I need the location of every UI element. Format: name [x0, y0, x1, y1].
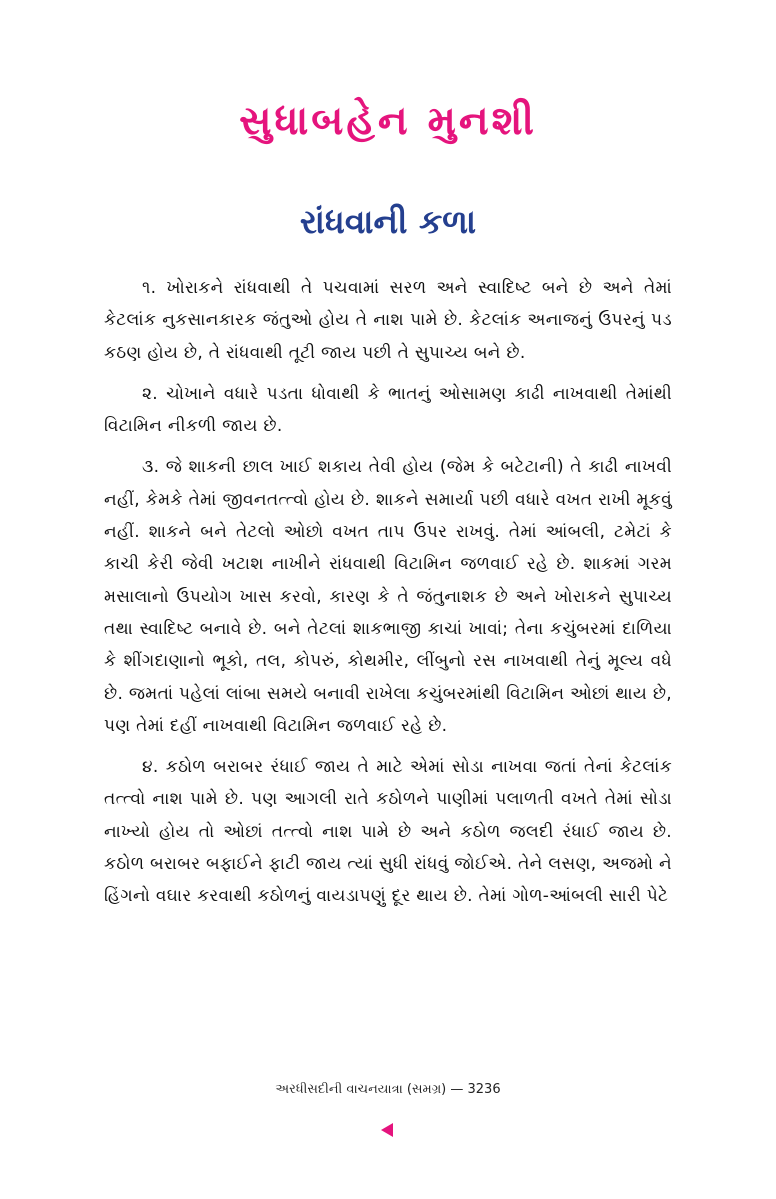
chapter-title: રાંધવાની કળા	[299, 202, 477, 241]
page-footer: અરધીસદીની વાચનયાત્રા (સમગ્ર) — 3236	[275, 1082, 501, 1097]
paragraph-1: ૧. ખોરાકને રાંધવાથી તે પચવામાં સરળ અને સ્વાદિષ્ટ બને છે અને તેમાં કેટલાંક નુકસાનકારક જંતુઓ હોય તે નાશ પામે છે. કેટલાંક અનાજનું ઉપરનું પડ કઠણ હોય છે, તે રાંધવાથી તૂટી જાય પછી તે સુપાચ્ય બને છે.	[104, 278, 672, 363]
author-name: સુધાબહેન મુનશી	[239, 98, 537, 144]
paragraph-4: ૪. કઠોળ બરાબર રંધાઈ જાય તે માટે એમાં સોડા નાખવા જતાં તેનાં કેટલાંક તત્ત્વો નાશ પામે છે. પણ આગલી રાતે કઠોળને પાણીમાં પલાળતી વખતે તેમાં સોડા નાખ્યો હોય તો ઓછાં તત્ત્વો નાશ પામે છે અને કઠોળ જલદી રંધાઈ જાય છે. કઠોળ બરાબર બફાઈને ફાટી જાય ત્યાં સુધી રાંધવું જોઈએ. તેને લસણ, અજમો ને હિંગનો વઘાર કરવાથી કઠોળનું વાયડાપણું દૂર થાય છે. તેમાં ગોળ-આંબલી સારી પેટે	[104, 757, 672, 907]
body-text	[104, 272, 672, 922]
paragraph-3: ૩. જે શાકની છાલ ખાઈ શકાય તેવી હોય (જેમ કે બટેટાની) તે કાઢી નાખવી નહીં, કેમકે તેમાં જીવનતત્ત્વો હોય છે. શાકને સમાર્યા પછી વધારે વખત રાખી મૂકવું નહીં. શાકને બને તેટલો ઓછો વખત તાપ ઉપર રાખવું. તેમાં આંબલી, ટમેટાં કે કાચી કેરી જેવી ખટાશ નાખીને રાંધવાથી વિટામિન જળવાઈ રહે છે. શાકમાં ગરમ મસાલાનો ઉપયોગ ખાસ કરવો, કારણ કે તે જંતુનાશક છે અને ખોરાકને સુપાચ્ય તથા સ્વાદિષ્ટ બનાવે છે. બને તેટલાં શાકભાજી કાચાં ખાવાં; તેના કચુંબરમાં દાળિયા કે શીંગદાણાનો ભૂકો, તલ, કોપરું, કોથમીર, લીંબુનો રસ નાખવાથી તેનું મૂલ્ય વધે છે. જમતાં પહેલાં લાંબા સમયે બનાવી રાખેલા કચુંબરમાંથી વિટામિન ઓછાં થાય છે, પણ તેમાં દહીં નાખવાથી વિટામિન જળવાઈ રહે છે.	[104, 457, 672, 736]
previous-page-arrow-icon[interactable]	[378, 1120, 398, 1140]
paragraph-2: ૨. ચોખાને વધારે પડતા ધોવાથી કે ભાતનું ઓસામણ કાઢી નાખવાથી તેમાંથી વિટામિન નીકળી જાય છે.	[104, 383, 672, 437]
